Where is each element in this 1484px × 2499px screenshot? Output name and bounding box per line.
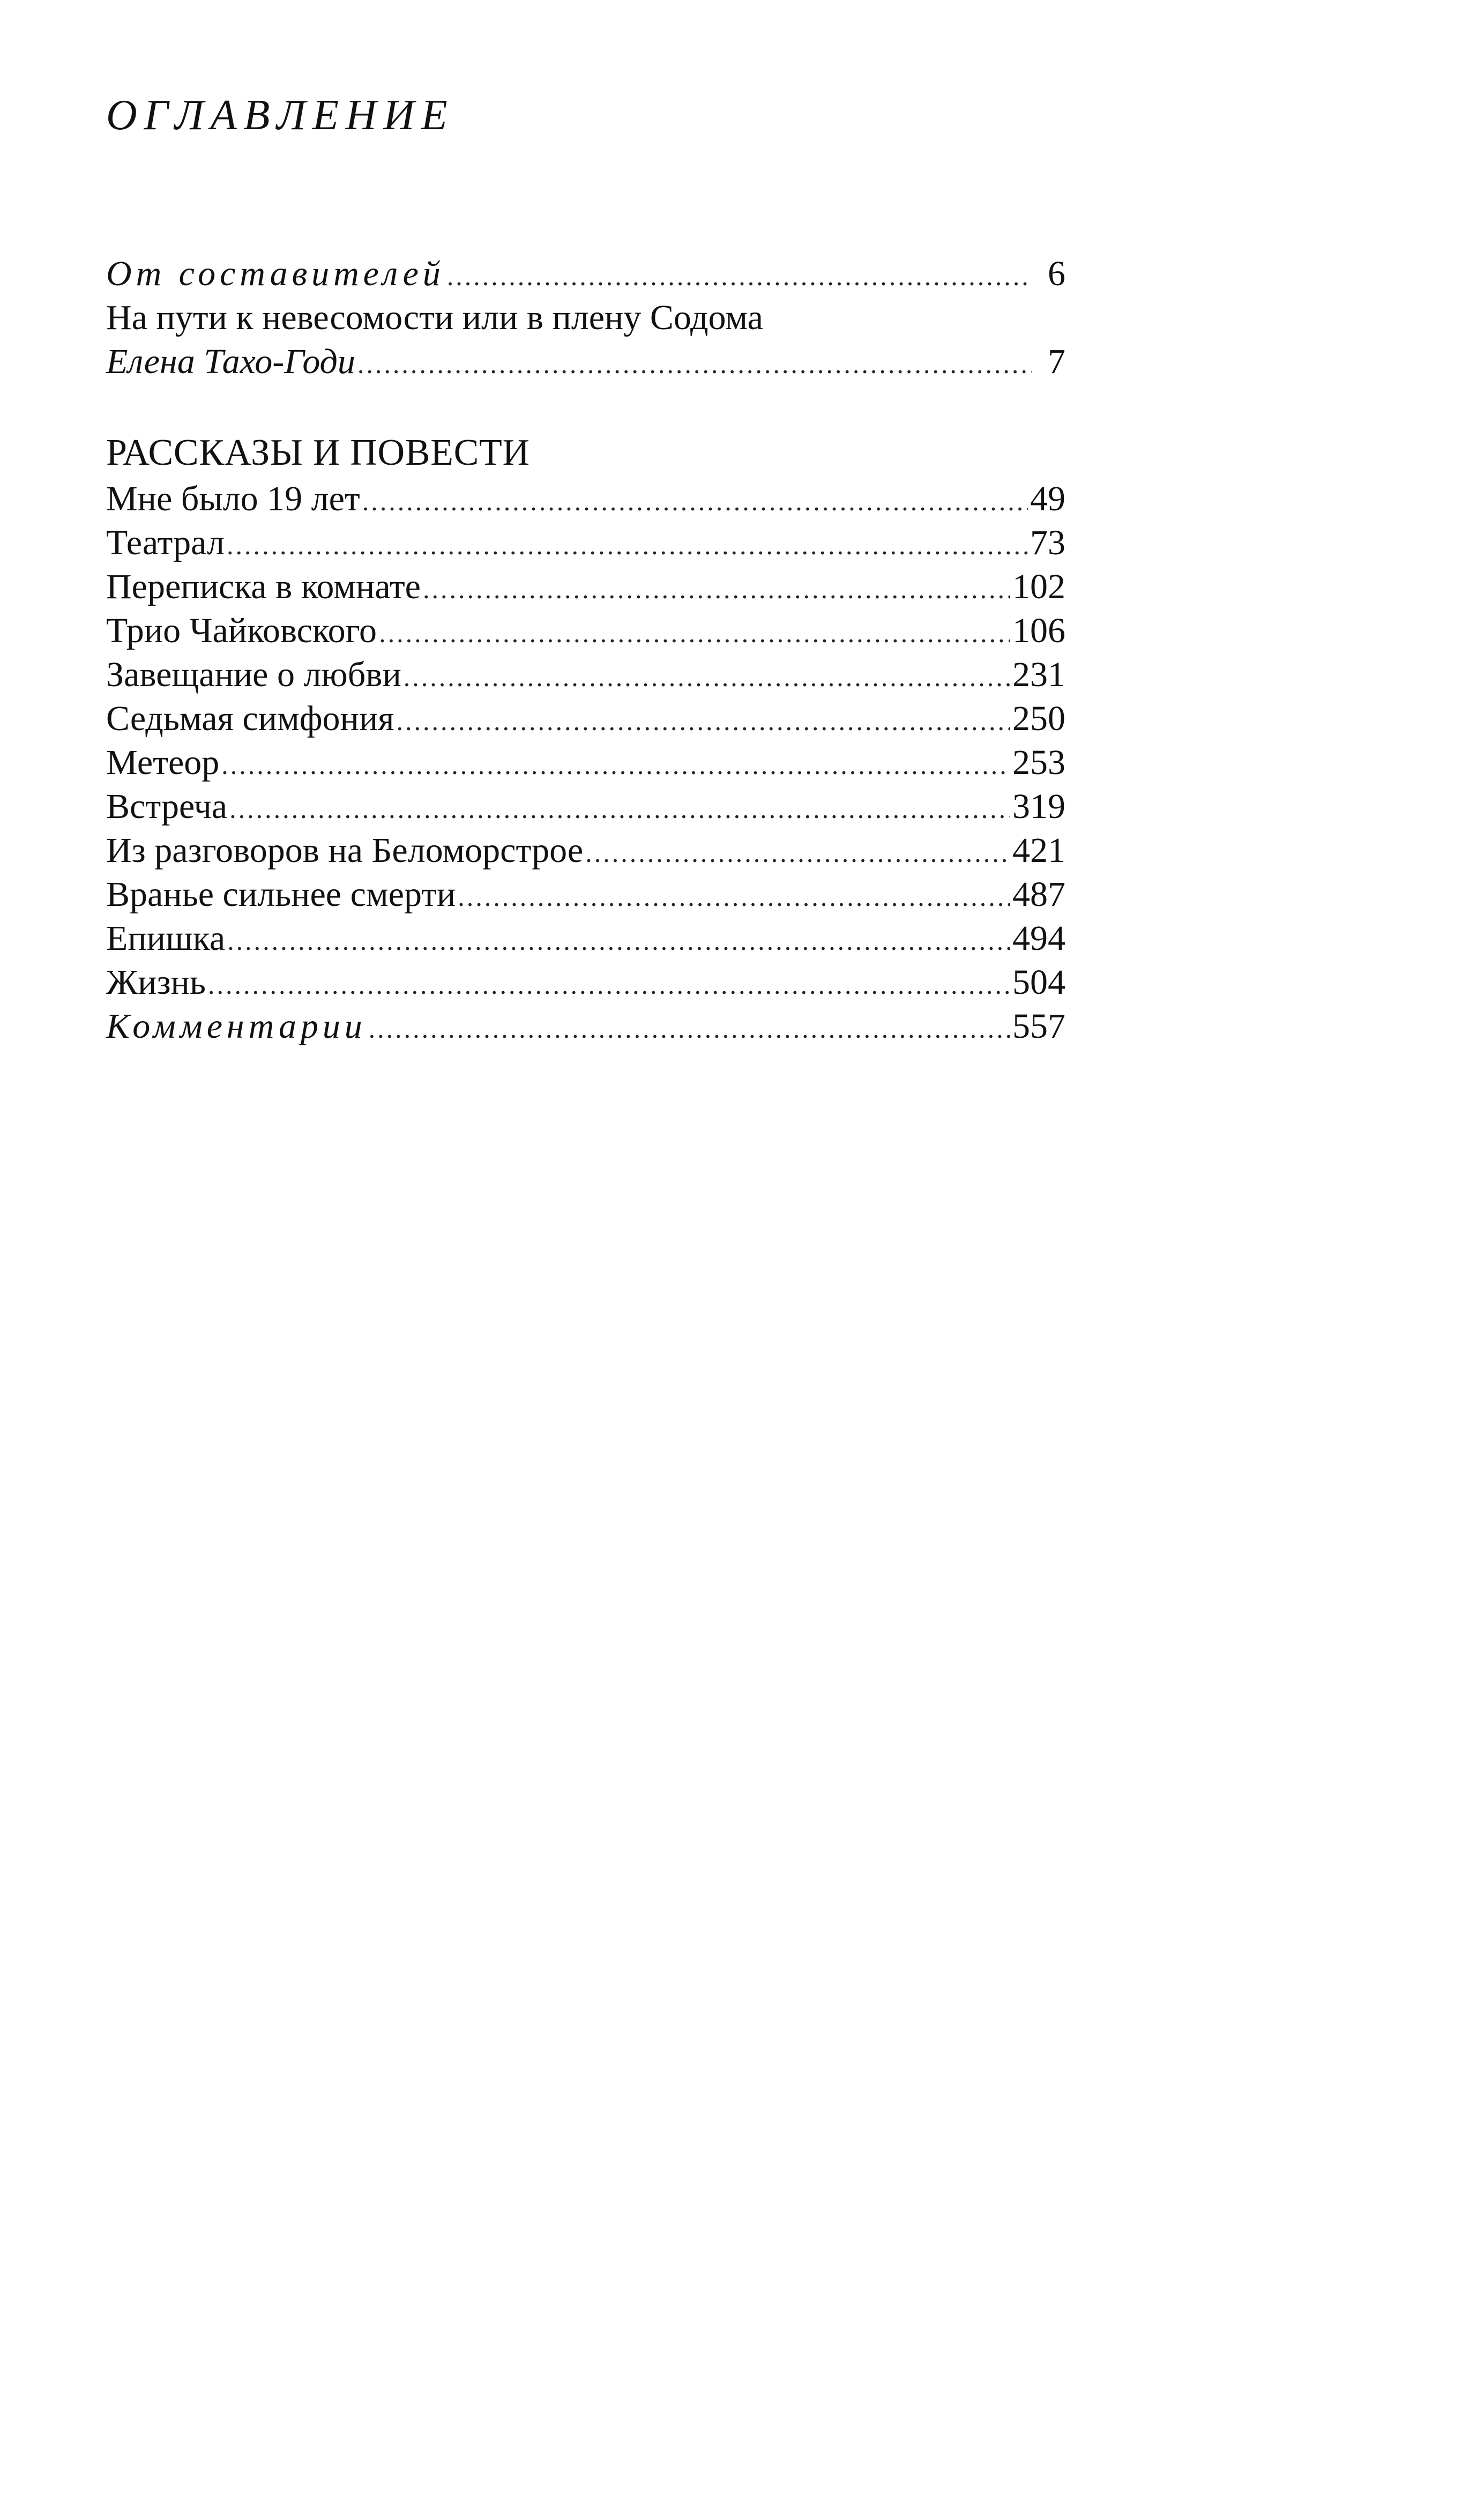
- toc-entry-title: Седьмая симфония: [106, 699, 394, 738]
- toc-entry-title: Комментарии: [106, 1007, 367, 1046]
- toc-section-stories: [106, 429, 1065, 1048]
- toc-leader-dots: [357, 342, 1032, 386]
- toc-entry[interactable]: [106, 565, 1065, 609]
- toc-entry-title: Трио Чайковского: [106, 611, 377, 650]
- toc-leader-dots: [229, 787, 1010, 831]
- toc-entry-title: Встреча: [106, 787, 228, 826]
- toc-entry[interactable]: [106, 741, 1065, 785]
- toc-leader-dots: [369, 1007, 1010, 1051]
- toc-entry-title: Метеор: [106, 743, 220, 782]
- toc-entry-title: Епишка: [106, 919, 226, 958]
- toc-leader-dots: [458, 875, 1010, 919]
- toc-entry-page: 49: [1030, 479, 1065, 518]
- toc-leader-dots: [379, 611, 1010, 655]
- toc-entry-page: 73: [1030, 523, 1065, 562]
- toc-leader-dots: [404, 655, 1010, 699]
- toc-entry-page: 231: [1012, 655, 1065, 694]
- toc-entry[interactable]: [106, 609, 1065, 653]
- toc-entry-comments[interactable]: [106, 1005, 1065, 1048]
- toc-entry-title: Переписка в комнате: [106, 567, 421, 606]
- toc-leader-dots: [227, 919, 1010, 963]
- toc-entry-page: 102: [1012, 567, 1065, 606]
- page-title: ОГЛАВЛЕНИЕ: [106, 92, 454, 139]
- toc-leader-dots: [397, 699, 1010, 743]
- toc-entry[interactable]: [106, 653, 1065, 697]
- toc-entry[interactable]: [106, 477, 1065, 521]
- toc-entry-page: 253: [1012, 743, 1065, 782]
- toc-entry-article-title[interactable]: [106, 296, 1065, 340]
- toc-entry-article-author[interactable]: [106, 340, 1065, 384]
- section-heading: РАССКАЗЫ И ПОВЕСТИ: [106, 432, 530, 473]
- toc-entry[interactable]: [106, 917, 1065, 961]
- toc-entry[interactable]: [106, 697, 1065, 741]
- toc-entry-page: 557: [1012, 1007, 1065, 1046]
- toc-entry-page: 250: [1012, 699, 1065, 738]
- toc-entry[interactable]: [106, 829, 1065, 873]
- toc-entry[interactable]: [106, 521, 1065, 565]
- toc-entry-title: Жизнь: [106, 963, 206, 1002]
- toc-entry-page: 504: [1012, 963, 1065, 1002]
- toc-leader-dots: [423, 567, 1010, 611]
- toc-entry-title: Мне было 19 лет: [106, 479, 360, 518]
- toc-entry-title: От составителей: [106, 254, 445, 293]
- toc-entry[interactable]: [106, 873, 1065, 917]
- toc-intro: [106, 252, 1065, 384]
- toc-entry-title: Вранье сильнее смерти: [106, 875, 456, 914]
- toc-entry-page: 494: [1012, 919, 1065, 958]
- toc-entry-page: 106: [1012, 611, 1065, 650]
- toc-leader-dots: [208, 963, 1010, 1007]
- toc-entry-page: 319: [1012, 787, 1065, 826]
- toc-leader-dots: [447, 254, 1032, 298]
- toc-leader-dots: [221, 743, 1010, 787]
- toc-entry-page: 487: [1012, 875, 1065, 914]
- toc-entry-author: Елена Тахо-Годи: [106, 342, 355, 381]
- toc-leader-dots: [227, 523, 1028, 567]
- toc-entry[interactable]: [106, 961, 1065, 1005]
- toc-leader-dots: [585, 831, 1010, 875]
- toc-entry-title: Театрал: [106, 523, 225, 562]
- toc-entry-page: 6: [1048, 254, 1065, 293]
- toc-entry-title: На пути к невесомости или в плену Содома: [106, 298, 763, 337]
- toc-leader-dots: [362, 479, 1028, 523]
- toc-entry-compilers[interactable]: [106, 252, 1065, 296]
- toc-entry-page: 7: [1048, 342, 1065, 381]
- toc-entry[interactable]: [106, 785, 1065, 829]
- toc-entry-title: Из разговоров на Беломорстрое: [106, 831, 584, 870]
- toc-entry-page: 421: [1012, 831, 1065, 870]
- toc-entry-title: Завещание о любви: [106, 655, 401, 694]
